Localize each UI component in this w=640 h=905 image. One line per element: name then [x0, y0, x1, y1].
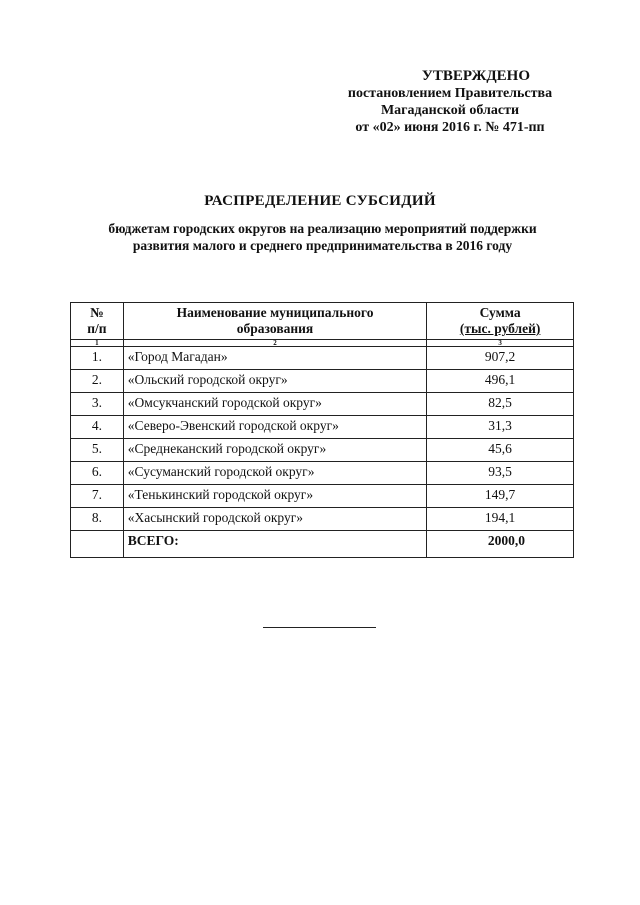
- row-number: 2.: [71, 370, 124, 393]
- subtitle-line-1: бюджетам городских округов на реализацию мероприятий поддержки: [108, 221, 537, 236]
- column-index-row: [71, 340, 574, 347]
- header-name: [123, 303, 426, 340]
- row-sum: 93,5: [427, 462, 574, 485]
- table-row: [71, 393, 574, 416]
- table-row: [71, 347, 574, 370]
- approval-line-3: от «02» июня 2016 г. № 471-пп: [355, 120, 545, 135]
- header-number: [71, 303, 124, 340]
- header-number-line-2: п/п: [87, 321, 107, 336]
- header-sum: [427, 303, 574, 340]
- row-name: «Северо-Эвенский городской округ»: [123, 416, 426, 439]
- approval-line-1: постановлением Правительства: [347, 86, 553, 101]
- table-row: [71, 439, 574, 462]
- row-number: 6.: [71, 462, 124, 485]
- row-sum: 45,6: [427, 439, 574, 462]
- row-sum: 907,2: [427, 347, 574, 370]
- total-row: [71, 531, 574, 558]
- table-row: [71, 416, 574, 439]
- row-sum: 194,1: [427, 508, 574, 531]
- table-row: [71, 508, 574, 531]
- document-title: РАСПРЕДЕЛЕНИЕ СУБСИДИЙ: [204, 193, 436, 209]
- row-name: «Хасынский городской округ»: [123, 508, 426, 531]
- header-sum-line-1: Сумма: [479, 305, 521, 320]
- row-name: «Омсукчанский городской округ»: [123, 393, 426, 416]
- row-sum: 496,1: [427, 370, 574, 393]
- header-number-line-1: №: [90, 305, 104, 320]
- total-sum: 2000,0: [427, 531, 574, 558]
- table-header-row: [71, 303, 574, 340]
- subsidy-table: [70, 302, 574, 558]
- approval-stamp: [330, 68, 570, 136]
- header-name-line-1: Наименование муниципального: [176, 305, 374, 320]
- row-name: «Сусуманский городской округ»: [123, 462, 426, 485]
- column-index: 3: [427, 340, 574, 347]
- row-number: 1.: [71, 347, 124, 370]
- document-subtitle: [70, 220, 575, 254]
- table-row: [71, 462, 574, 485]
- row-number: 4.: [71, 416, 124, 439]
- row-sum: 82,5: [427, 393, 574, 416]
- row-name: «Ольский городской округ»: [123, 370, 426, 393]
- row-number: 8.: [71, 508, 124, 531]
- header-name-line-2: образования: [236, 321, 314, 336]
- row-sum: 149,7: [427, 485, 574, 508]
- column-index: 1: [71, 340, 124, 347]
- row-number: 3.: [71, 393, 124, 416]
- table-row: [71, 485, 574, 508]
- header-sum-line-2: (тыс. рублей): [459, 321, 541, 336]
- subtitle-line-2: развития малого и среднего предпринимательства в 2016 году: [132, 238, 513, 253]
- row-number: 5.: [71, 439, 124, 462]
- total-label: ВСЕГО:: [123, 531, 426, 558]
- row-number: 7.: [71, 485, 124, 508]
- row-sum: 31,3: [427, 416, 574, 439]
- approval-line-2: Магаданской области: [380, 103, 520, 118]
- row-name: «Среднеканский городской округ»: [123, 439, 426, 462]
- row-name: «Тенькинский городской округ»: [123, 485, 426, 508]
- total-number-cell: [71, 531, 124, 558]
- row-name: «Город Магадан»: [123, 347, 426, 370]
- approval-title: УТВЕРЖДЕНО: [421, 68, 530, 84]
- end-divider: [263, 627, 376, 628]
- table-row: [71, 370, 574, 393]
- column-index: 2: [123, 340, 426, 347]
